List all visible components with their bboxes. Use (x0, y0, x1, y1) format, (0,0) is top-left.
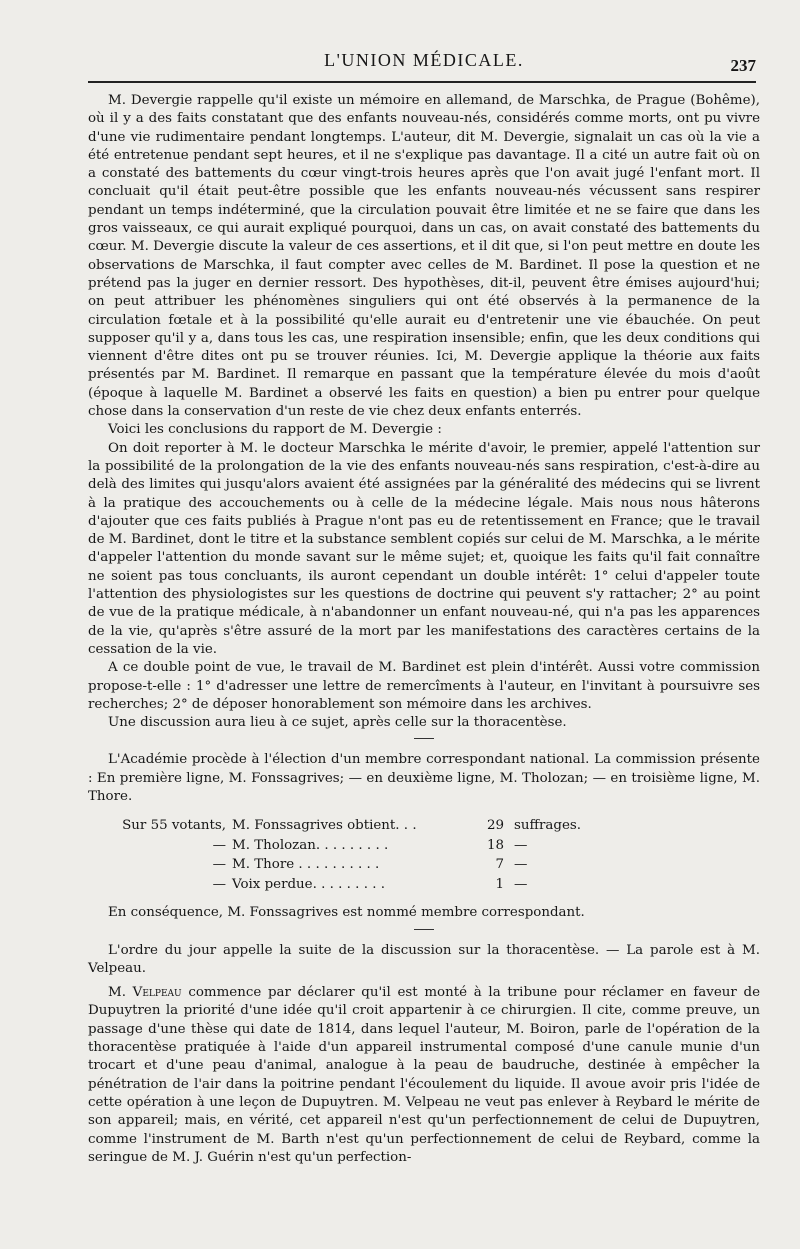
paragraph-election-result: En conséquence, M. Fonssagrives est nommé membre correspondant. (108, 905, 585, 921)
page-header (88, 50, 760, 80)
paragraph-conclusions-intro: Voici les conclusions du rapport de M. Devergie : (108, 422, 442, 438)
vote-count: 18 (486, 837, 504, 853)
vote-candidate: Voix perdue. . . . . . . . . (232, 876, 385, 892)
vote-prefix: — (212, 857, 226, 873)
vote-results-table (88, 816, 604, 894)
page-number: 237 (730, 56, 756, 75)
vote-candidate: M. Thore . . . . . . . . . . (232, 857, 380, 873)
vote-count: 29 (486, 818, 504, 834)
header-rule (88, 81, 756, 83)
vote-prefix: Sur 55 votants, (122, 818, 226, 834)
vote-candidate: M. Tholozan. . . . . . . . . (232, 837, 389, 853)
paragraph-devergie-marschka: M. Devergie rappelle qu'il existe un mémoire en allemand, de Marschka, de Prague (Bohême), où il y a des faits constatant que des enfants nouveau-nés, considérés comme morts, ont pu vivre d'une vie rudimentaire pendant longtemps. L'auteur, dit M. Devergie, signalait un cas où la vie a été entretenue pendant sept heures, et il ne s'explique pas davantage. Il a cité un autre fait où on a constaté des battements du cœur vingt-trois heures après que l'on avait jugé l'enfant mort. Il concluait qu'il était peut-être possible que les enfants nouveau-nés vécussent sans respirer pendant un temps indéterminé, que la circulation pouvait être limitée et ne se faire que dans les gros vaisseaux, ce qui aurait expliqué pourquoi, dans un cas, on avait constaté des battements du cœur. M. Devergie discute la valeur de ces assertions, et il dit que, si l'on peut mettre en doute les observations de Marschka, il faut compter avec celles de M. Bardinet. Il pose la question et ne prétend pas la juger en dernier ressort. Des hypothèses, dit-il, peuvent être émises aujourd'hui; on peut attribuer les phénomènes singuliers qui ont été observés à la permanence de la circulation fœtale et à la possibilité qu'elle aurait eu d'entretenir une vie ébauchée. On peut supposer qu'il y a, dans tous les cas, une respiration insensible; enfin, que les deux conditions qui viennent d'être dites ont pu se trouver réunies. Ici, M. Devergie applique la théorie aux faits présentés par M. Bardinet. Il remarque en passant que la température élevée du mois d'août (époque à laquelle M. Bardinet a observé les faits en question) a bien pu entrer pour quelque chose dans la conservation d'un reste de vie chez deux enfants enterrés. (88, 93, 760, 420)
vote-unit: — (514, 857, 528, 873)
vote-unit: suffrages. (514, 818, 582, 834)
paragraph-velpeau (88, 984, 760, 1167)
section-separator (414, 929, 434, 930)
vote-count: 7 (495, 857, 504, 873)
section-separator (414, 738, 434, 739)
paragraph-conclusions: On doit reporter à M. le docteur Marschka le mérite d'avoir, le premier, appelé l'attention sur la possibilité de la prolongation de la vie des enfants nouveau-nés sans respiration, c'est-à-dire au delà des limites qui jusqu'alors avaient été assignées par la généralité des médecins qui se livrent à la pratique des accouchements ou à celle de la médecine légale. Mais nous nous hâterons d'ajouter que ces faits publiés à Prague n'ont pas eu de retentissement en France; que le travail de M. Bardinet, dont le titre et la substance semblent copiés sur celui de M. Marschka, a le mérite d'appeler l'attention du monde savant sur le même sujet; et, quoique les faits qu'il fait connaître ne soient pas tous concluants, ils auront cependant un double intérêt: 1° celui d'appeler toute l'attention des physiologistes sur les questions de doctrine qui peuvent s'y rattacher; 2° au point de vue de la pratique médicale, à n'abandonner un enfant nouveau-né, qui n'a pas les apparences de la vie, qu'après s'être assuré de la mort par les manifestations des caractères certains de la cessation de la vie. (88, 440, 760, 657)
paragraph-election: L'Académie procède à l'élection d'un membre correspondant national. La commission présente : En première ligne, M. Fonssagrives; — en deuxième ligne, M. Tholozan; — en troisième ligne, M. Thore. (88, 752, 760, 804)
vote-unit: — (514, 876, 528, 892)
vote-count: 1 (495, 876, 504, 892)
vote-row (88, 855, 604, 875)
vote-unit: — (514, 837, 528, 853)
vote-prefix: — (212, 837, 226, 853)
paragraph-velpeau-text: commence par déclarer qu'il est monté à la tribune pour réclamer en faveur de Dupuytren la priorité d'une idée qu'il croit appartenir à ce chirurgien. Il cite, comme preuve, un passage d'une thèse qui date de 1814, dans lequel l'auteur, M. Boiron, parle de l'opération de la thoracentèse pratiquée à l'aide d'un appareil instrumental composé d'une canule munie d'un trocart et d'une peau d'animal, analogue à la peau de baudruche, destinée à empêcher la pénétration de l'air dans la poitrine pendant l'écoulement du liquide. Il avoue avoir pris l'idée de cette opération à une leçon de Dupuytren. M. Velpeau ne veut pas enlever à Reybard le mérite de son appareil; mais, en vérité, cet appareil n'est qu'un perfectionnement de celui de Dupuytren, comme l'instrument de M. Barth n'est qu'un perfectionnement de celui de Reybard, comme la seringue de M. J. Guérin n'est qu'un perfection- (88, 985, 761, 1165)
speaker-name: M. Velpeau (108, 985, 182, 1001)
vote-row (88, 816, 604, 836)
article-body (88, 92, 760, 1167)
paragraph-commission-proposal: A ce double point de vue, le travail de M. Bardinet est plein d'intérêt. Aussi votre commission propose-t-elle : 1° d'adresser une lettre de remercîments à l'auteur, en l'invitant à poursuivre ses recherches; 2° de déposer honorablement son mémoire dans les archives. (88, 660, 760, 712)
paragraph-order-of-day: L'ordre du jour appelle la suite de la discussion sur la thoracentèse. — La parole est à M. Velpeau. (88, 942, 760, 976)
vote-row (88, 875, 604, 895)
vote-prefix: — (212, 876, 226, 892)
vote-candidate: M. Fonssagrives obtient. . . (232, 818, 417, 834)
paragraph-discussion-note: Une discussion aura lieu à ce sujet, après celle sur la thoracentèse. (108, 715, 567, 731)
vote-row (88, 836, 604, 856)
running-title: L'UNION MÉDICALE. (324, 50, 524, 70)
